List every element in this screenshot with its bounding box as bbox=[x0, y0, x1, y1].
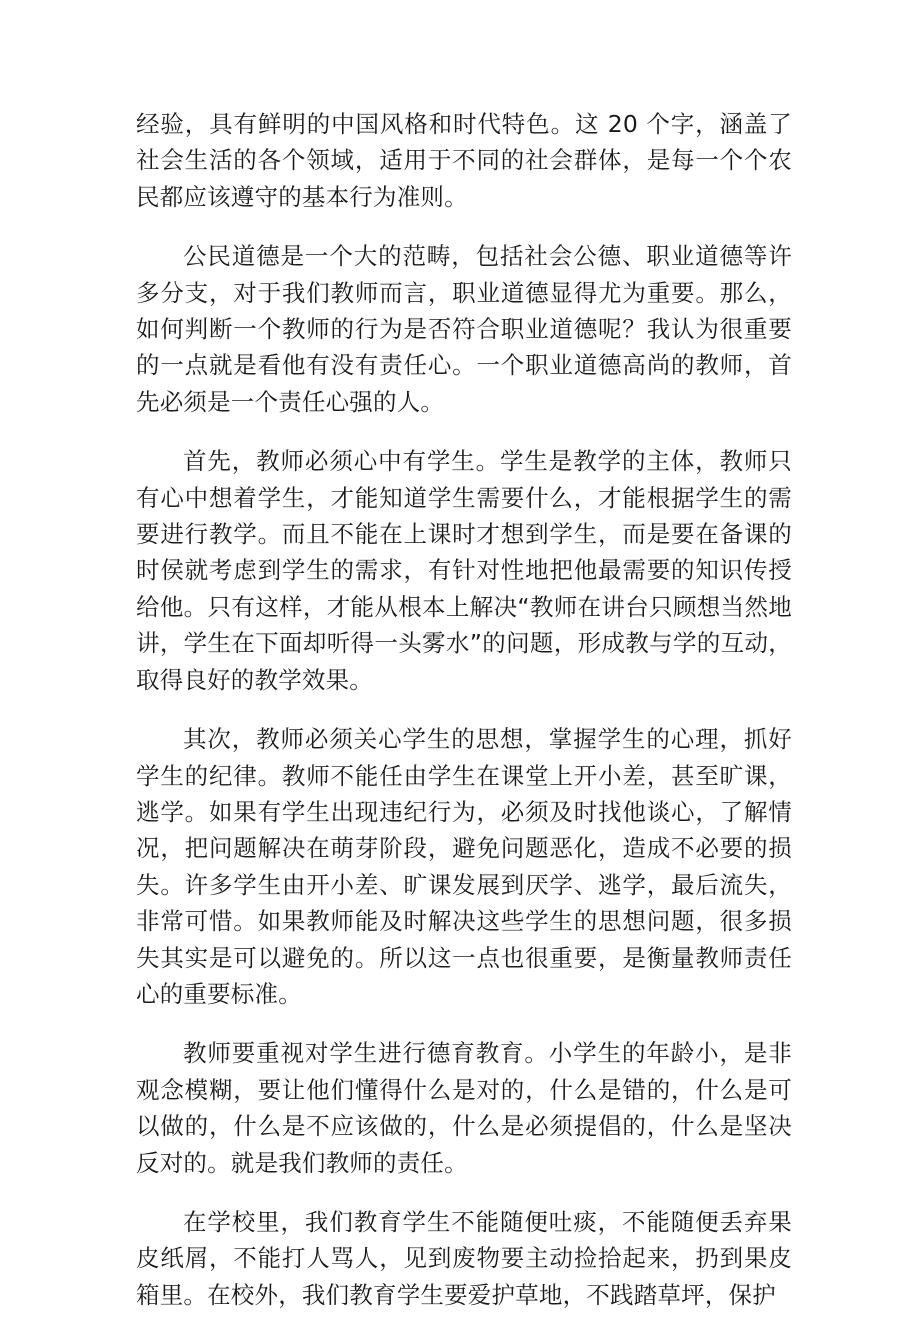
document-body bbox=[136, 106, 792, 1336]
paragraph-5: 教师要重视对学生进行德育教育。小学生的年龄小，是非观念模糊，要让他们懂得什么是对的，什么是错的，什么是可以做的，什么是不应该做的，什么是必须提倡的，什么是坚决反对的。就是我们教师的责任。 bbox=[136, 1039, 792, 1177]
paragraph-2: 公民道德是一个大的范畴，包括社会公德、职业道德等许多分支，对于我们教师而言，职业道德显得尤为重要。那么，如何判断一个教师的行为是否符合职业道德呢？我认为很重要的一点就是看他有没有责任心。一个职业道德高尚的教师，首先必须是一个责任心强的人。 bbox=[136, 242, 792, 416]
paragraph-6: 在学校里，我们教育学生不能随便吐痰，不能随便丢弃果皮纸屑，不能打人骂人，见到废物要主动捡拾起来，扔到果皮箱里。在校外，我们教育学生要爱护草地，不践踏草坪，保护 bbox=[136, 1207, 792, 1309]
paragraph-3: 首先，教师必须心中有学生。学生是教学的主体，教师只有心中想着学生，才能知道学生需要什么，才能根据学生的需要进行教学。而且不能在上课时才想到学生，而是要在备课的时侯就考虑到学生的需求，有针对性地把他最需要的知识传授给他。只有这样，才能从根本上解决“教师在讲台只顾想当然地讲，学生在下面却听得一头雾水”的问题，形成教与学的互动，取得良好的教学效果。 bbox=[136, 447, 792, 694]
paragraph-4: 其次，教师必须关心学生的思想，掌握学生的心理，抓好学生的纪律。教师不能任由学生在课堂上开小差，甚至旷课，逃学。如果有学生出现违纪行为，必须及时找他谈心，了解情况，把问题解决在萌芽阶段，避免问题恶化，造成不必要的损失。许多学生由开小差、旷课发展到厌学、逃学，最后流失，非常可惜。如果教师能及时解决这些学生的思想问题，很多损失其实是可以避免的。所以这一点也很重要，是衡量教师责任心的重要标准。 bbox=[136, 725, 792, 1008]
paragraph-1: 经验，具有鲜明的中国风格和时代特色。这 20 个字，涵盖了社会生活的各个领域，适用于不同的社会群体，是每一个个农民都应该遵守的基本行为准则。 bbox=[136, 110, 792, 211]
